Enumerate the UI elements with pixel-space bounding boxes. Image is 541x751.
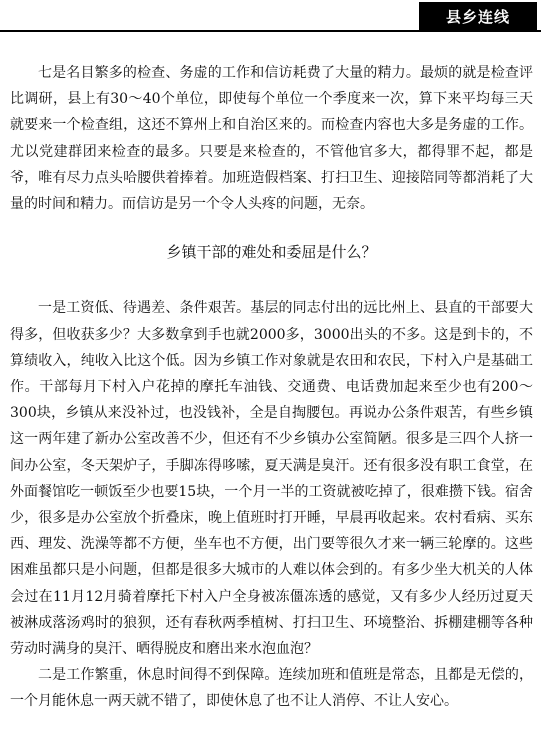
paragraph: 二是工作繁重，休息时间得不到保障。连续加班和值班是常态，且都是无偿的，一个月能休息一两天就不错了，即使休息了也不让人消停、不让人安心。 — [10, 667, 533, 710]
paragraph: 七是名目繁多的检查、务虚的工作和信访耗费了大量的精力。最烦的就是检查评比调研，县上有30～40个单位，即使每个单位一个季度来一次，算下来平均每三天就要来一个检查组，这还不算州上和自治区来的。而检查内容也大多是务虚的工作。尤以党建群团来检查的最多。只要是来检查的，不管他官多大，都得罪不起，都是爷，唯有尽力点头哈腰供着捧着。加班造假档案、打扫卫生、迎接陪同等都消耗了大量的时间和精力。而信访是另一个令人头疼的问题，无奈。 — [10, 65, 533, 213]
section-heading: 乡镇干部的难处和委屈是什么？ — [166, 243, 377, 262]
article-body — [10, 60, 533, 715]
paragraph: 一是工资低、待遇差、条件艰苦。基层的同志付出的远比州上、县直的干部要大得多，但收获多少？大多数拿到手也就2000多，3000出头的不多。这是到卡的，不算绩收入，纯收入比这个低。因为乡镇工作对象就是农田和农民，下村入户是基础工作。干部每月下村入户花掉的摩托车油钱、交通费、电话费加起来至少也有200～300块，乡镇从来没补过，也没钱补，全是自掏腰包。再说办公条件艰苦，有些乡镇这一两年建了新办公室改善不少，但还有不少乡镇办公室简陋。很多是三四个人挤一间办公室，冬天架炉子，手脚冻得哆嗦，夏天满是臭汗。还有很多没有职工食堂，在外面餐馆吃一顿饭至少也要15块，一个月一半的工资就被吃掉了，很难攒下钱。宿舍少，很多是办公室放个折叠床，晚上值班时打开睡，早晨再收起来。农村看病、买东西、理发、洗澡等都不方便，坐车也不方便，出门要等很久才来一辆三轮摩的。这些困难虽都只是小问题，但都是很多大城市的人难以体会到的。有多少坐大机关的人体会过在11月12月骑着摩托下村入户全身被冻僵冻透的感觉，又有多少人经历过夏天被淋成落汤鸡时的狼狈，还有春秋两季植树、打扫卫生、环境整治、拆棚建棚等各种劳动时满身的臭汗、晒得脱皮和磨出来水泡血泡？ — [10, 300, 533, 658]
header-divider — [0, 30, 541, 32]
section-label: 县乡连线 — [419, 2, 537, 30]
